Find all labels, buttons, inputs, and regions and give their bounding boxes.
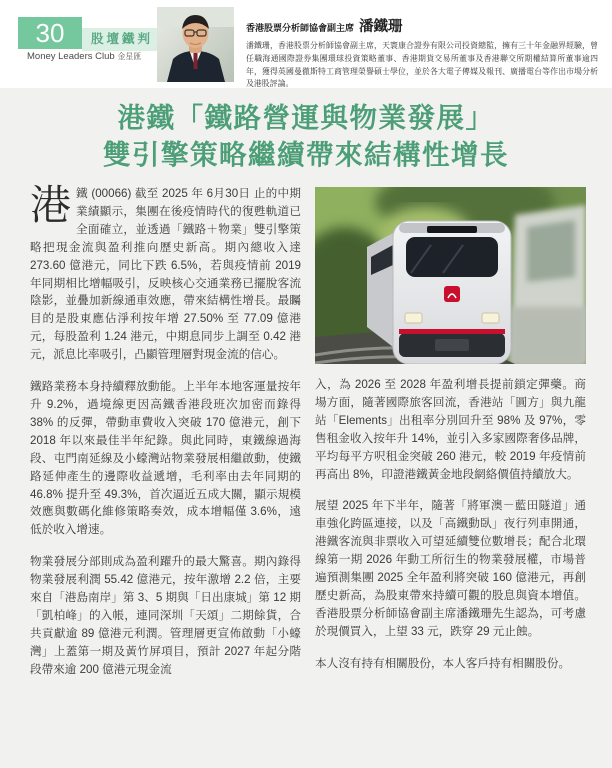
mtr-train-photo [315, 187, 586, 364]
headline-line-1: 港鐵「鐵路營運與物業發展」 [117, 102, 495, 133]
page-number-badge: 30 [18, 17, 82, 49]
club-name-cn: 金星匯 [117, 52, 142, 61]
headline-line-2: 雙引擎策略繼續帶來結構性增長 [103, 139, 509, 170]
author-name: 潘鐵珊 [359, 19, 403, 35]
author-bio-block [246, 15, 598, 91]
club-name-line [27, 51, 141, 62]
author-photo [157, 7, 234, 82]
drop-cap: 港 [30, 182, 71, 228]
paragraph-4: 入，為 2026 至 2028 年盈利增長提前鎖定彈藥。商場方面，隨著國際旅客回流，香港站「圓方」與九龍站「Elements」出租率分別回升至 98% 及 97%，零售租金收入按年升 14%，並引入多家國際奢侈品牌，平均每平方呎租金突破 260 港元，較 2019 年疫情前再高出 8%，印證港鐵黃金地段網絡價值持續放大。 [315, 378, 586, 481]
right-column [315, 185, 586, 693]
paragraph-1-text: 鐵 (00066) 截至 2025 年 6月30日 止的中期業績顯示，集團在後疫情時代的復甦軌道已全面確立，並透過「鐵路＋物業」雙引擎策略把現金流與盈利推向歷史新高。期內總收入達 273.60 億港元，同比下跌 6.5%，若與疫情前 2019 年同期相比增幅吸引，反映核心交通業務已擺脫客流陰影，並疊加新線通車效應，帶來結構性增長。最矚目的是股東應佔淨利按年增 27.50% 至 77.09 億港元，每股盈利 1.24 港元，中期息同步上調至 0.42 港元，派息比率吸引，凸顯管理層對現金流的信心。 [30, 187, 301, 362]
paragraph-2: 鐵路業務本身持續釋放動能。上半年本地客運量按年升 9.2%，過境線更因高鐵香港段班次加密而錄得 38% 的反彈，帶動車費收入突破 170 億港元，創下 2018 年以來最佳半年紀錄。與此同時，東鐵線過海段、屯門南延線及小蠔灣站物業發展相繼啟動，使鐵路延伸產生的邊際收益遞增，毛利率由去年同期的 46.8% 提升至 49.3%，首次逼近五成大關，顯示規模效應與數碼化維修策略奏效，成本增幅僅 3.6%，遠低於收入增速。 [30, 380, 301, 537]
author-role: 香港股票分析師協會副主席 [246, 23, 355, 33]
disclaimer: 本人沒有持有相關股份，本人客戶持有相關股份。 [315, 656, 571, 670]
author-portrait-graphic [157, 7, 234, 82]
author-title-row [246, 15, 598, 36]
page-header [0, 0, 612, 88]
train-photo-graphic [315, 187, 586, 364]
paragraph-1 [30, 182, 301, 364]
left-column [30, 182, 301, 693]
author-bio-text: 潘鐵珊，香港股票分析師協會副主席，天寰康合證券有限公司投資總監，擁有三十年金融界經驗，曾任職海通國際證券集團環球投資策略董事、香港期貨交易所董事及香港聯交所期權結算所董事逾四年，獲得英國曼徹斯特工商管理榮譽碩士學位，並於各大電子傳媒及報刊、廣播電台等作出市場分析及港股評論。 [246, 41, 598, 89]
paragraph-5: 展望 2025 年下半年，隨著「將軍澳－藍田隧道」通車強化跨區連接，以及「高鐵動臥」夜行列車開通，港鐵客流與非票收入可望延續雙位數增長；配合北環線第一期 2026 年動工所衍生的物業發展權，市場普遍預測集團 2025 全年盈利將突破 160 億港元，再創歷史新高，為股東帶來持續可觀的股息與資本增值。香港股票分析師協會副主席潘鐵珊先生認為，可考慮於現價買入，上望 33 元，跌穿 29 元止蝕。 [315, 499, 586, 638]
article-headline [20, 99, 592, 173]
section-title-badge: 股壇鐵判 [82, 28, 162, 51]
paragraph-3: 物業發展分部則成為盈利躍升的最大驚喜。期內錄得物業發展利潤 55.42 億港元，按年激增 2.2 倍，主要來自「港島南岸」第 3、5 期與「日出康城」第 12 期「凱柏峰」的入帳，連同深圳「天頌」二期餘貨，合共貢獻逾 89 億港元利潤。管理層更宣佈啟動「小蠔灣」上蓋第一期及黃竹屏項目，預計 2027 年起分階段帶來逾 200 億港元現金流 [30, 555, 301, 676]
article-columns [30, 182, 587, 693]
club-name-en: Money Leaders Club [27, 51, 115, 62]
